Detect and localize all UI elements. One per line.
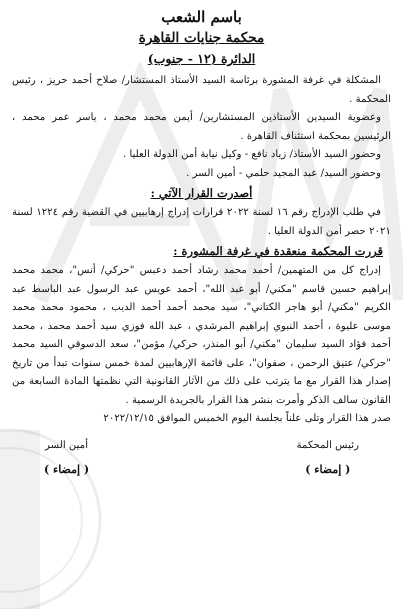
secretary-title: أمين السر	[45, 439, 89, 451]
decided-heading: قررت المحكمة منعقدة في غرفة المشورة :	[173, 244, 383, 258]
president-title: رئيس المحكمة	[296, 439, 359, 451]
court-formation: المشكلة في غرفة المشورة برئاسة السيد الأستاذ المستشار/ صلاح أحمد حريز ، رئيس المحكمة .	[12, 75, 391, 105]
secretary-signature-block	[44, 437, 89, 479]
issued-heading: أصدرت القرار الآتي :	[150, 186, 253, 200]
president-signature-block	[297, 437, 359, 479]
closing-line: صدر هذا القرار وتلى علناً بجلسة اليوم الخميس الموافق ٢٠٢٢/١٢/١٥	[103, 413, 391, 424]
prosecution-attendance: وحضور السيد الأستاذ/ زياد نافع - وكيل نيابة أمن الدولة العليا .	[122, 149, 381, 160]
signatures	[12, 429, 391, 479]
president-signature: ( إمضاء )	[305, 462, 351, 476]
request-paragraph: في طلب الإدراج رقم ١٦ لسنة ٢٠٢٢ قرارات إدراج إرهابيين في القضية رقم ١٢٢٤ لسنة ٢٠٢١ حصر أمن الدولة العليا .	[12, 207, 391, 237]
circuit-name: الدائرة (١٢ - جنوب)	[147, 51, 256, 66]
decision-paragraph: إدراج كل من المتهمين/ أحمد محمد رشاد أحمد دعبس "حركي/ أنس"، محمد محمد إبراهيم حسين قاسم "مكني/ أبو عبد الله"، أحمد عويس عبد الرسول عبد الباسط عبد الكريم "مكني/ أبو هاجر الكتاني"، سيد محمد أحمد أحمد الديب ، محمود محمد محمد موسى عليوة ، أحمد النبوي إبراهيم المرشدي ، عبد الله فوزي سيد أحمد محمد ، محمد أحمد فؤاد السيد سليمان "مكني/ أبو المنذر، حركي/ مؤمن"، سعد الدسوقي السيد محمد "حركي/ عتيق الرحمن ، صفوان"، على قائمة الإرهابيين لمدة خمس سنوات تبدأ من تاريخ إصدار هذا القرار مع ما يترتب على ذلك من الآثار القانونية التي نظمتها المادة السابعة من القانون سالف الذكر وأمرت بنشر هذا القرار بالجريدة الرسمية .	[12, 265, 391, 406]
court-members: وعضوية السيدين الأستاذين المستشارين/ أيمن محمد محمد ، ياسر عمر محمد ، الرئيسين بمحكمة استئناف القاهرة .	[12, 112, 391, 142]
secretary-signature: ( إمضاء )	[44, 462, 90, 476]
court-name: محكمة جنايات القاهرة	[138, 30, 265, 46]
secretary-attendance: وحضور السيد/ عبد المجيد حلمي - أمين السر .	[186, 167, 381, 179]
header-line-1: باسم الشعب	[161, 8, 242, 26]
